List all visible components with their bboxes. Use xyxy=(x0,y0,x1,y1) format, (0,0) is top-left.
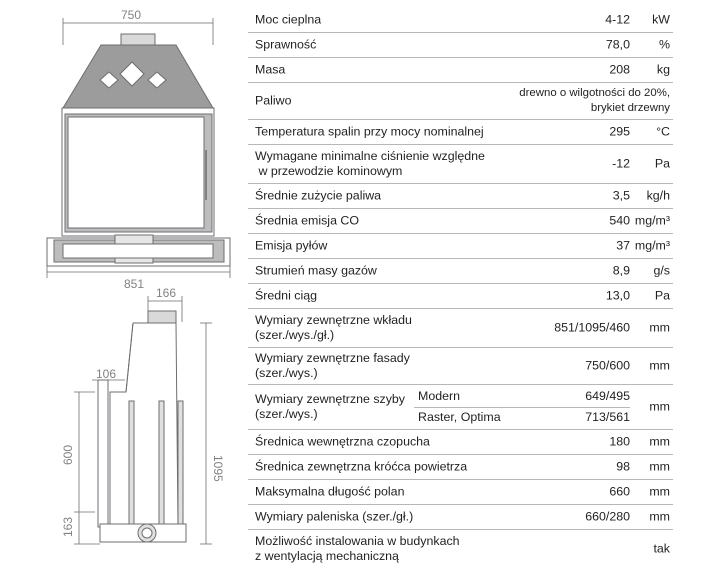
spec-label: Paliwo xyxy=(255,93,292,108)
spec-label: Maksymalna długość polan xyxy=(255,484,405,499)
dim-front-width: 750 xyxy=(121,8,142,22)
spec-subrow-value: 713/561 xyxy=(585,410,630,424)
spec-value: 660 xyxy=(609,484,630,499)
spec-value: 208 xyxy=(609,62,630,77)
spec-row-paleniska xyxy=(248,505,673,530)
spec-unit: g/s xyxy=(653,263,670,278)
spec-value: 3,5 xyxy=(612,188,630,203)
spec-value: 660/280 xyxy=(585,509,630,524)
spec-row-strumien xyxy=(248,259,673,284)
spec-label xyxy=(255,313,412,343)
spec-label: Masa xyxy=(255,62,286,77)
spec-value: 78,0 xyxy=(605,37,630,52)
spec-label xyxy=(255,351,410,381)
spec-label-line: Wymiary zewnętrzne fasady xyxy=(255,351,410,365)
spec-value-line: drewno o wilgotności do 20%, xyxy=(519,87,670,99)
spec-label-line: Wymiary zewnętrzne wkładu xyxy=(255,313,412,327)
spec-value: 13,0 xyxy=(605,288,630,303)
spec-label: Moc cieplna xyxy=(255,12,322,27)
spec-label: Średnie zużycie paliwa xyxy=(255,188,382,203)
spec-row-paliwo xyxy=(248,83,673,120)
spec-label-line: Możliwość instalowania w budynkach xyxy=(255,534,460,548)
spec-unit: Pa xyxy=(654,288,670,303)
spec-row-wymiary-szyby xyxy=(248,385,673,430)
spec-label: Temperatura spalin przy mocy nominalnej xyxy=(255,124,484,139)
spec-value: 851/1095/460 xyxy=(554,320,630,335)
spec-unit: °C xyxy=(656,124,670,139)
spec-label: Średnia emisja CO xyxy=(255,213,359,228)
spec-unit: mg/m³ xyxy=(634,238,670,253)
spec-subrow-name: Raster, Optima xyxy=(418,410,501,424)
spec-unit: kW xyxy=(652,12,670,27)
spec-row-masa xyxy=(248,58,673,83)
dim-side-depth: 166 xyxy=(156,286,177,300)
spec-unit: mm xyxy=(649,434,670,449)
spec-label: Sprawność xyxy=(255,37,317,52)
spec-label: Średni ciąg xyxy=(255,288,317,303)
spec-row-cisnienie xyxy=(248,145,673,184)
spec-unit: mm xyxy=(649,358,670,373)
spec-row-temperatura xyxy=(248,120,673,145)
spec-table xyxy=(248,8,673,568)
spec-unit: % xyxy=(658,37,670,52)
spec-subrow-value: 649/495 xyxy=(585,389,630,403)
spec-value xyxy=(519,86,670,116)
spec-label-line: (szer./wys./gł.) xyxy=(255,328,335,342)
dim-side-inner: 106 xyxy=(96,367,117,381)
spec-label-line: (szer./wys.) xyxy=(255,407,318,421)
spec-row-zuzycie xyxy=(248,184,673,209)
spec-row-wymiary-wkladu xyxy=(248,309,673,348)
spec-value: 180 xyxy=(609,434,630,449)
spec-unit: kg xyxy=(656,62,670,77)
dim-front-base-width: 851 xyxy=(124,277,145,291)
spec-unit: mm xyxy=(649,509,670,524)
spec-unit: Pa xyxy=(654,156,670,171)
spec-label-line: Wymagane minimalne ciśnienie względne xyxy=(255,149,485,163)
spec-label xyxy=(255,392,405,422)
spec-value: 98 xyxy=(616,459,630,474)
spec-value: 295 xyxy=(609,124,630,139)
spec-row-krociec xyxy=(248,455,673,480)
spec-label: Strumień masy gazów xyxy=(255,263,377,278)
spec-value: 750/600 xyxy=(585,358,630,373)
spec-unit: mm xyxy=(649,459,670,474)
spec-row-dlugosc-polan xyxy=(248,480,673,505)
spec-value: -12 xyxy=(612,156,630,171)
spec-unit: tak xyxy=(653,541,670,556)
spec-row-wymiary-fasady xyxy=(248,348,673,385)
spec-label: Wymiary paleniska (szer./gł.) xyxy=(255,509,414,524)
spec-subrow-name: Modern xyxy=(418,389,461,403)
spec-label-line: (szer./wys.) xyxy=(255,366,318,380)
spec-unit: mm xyxy=(649,399,670,414)
spec-row-emisja-pylow xyxy=(248,234,673,259)
spec-value: 8,9 xyxy=(612,263,630,278)
spec-row-czopuch xyxy=(248,430,673,455)
dim-side-height: 1095 xyxy=(211,455,225,482)
fireplace-drawings xyxy=(0,0,245,584)
spec-row-moc xyxy=(248,8,673,33)
spec-label xyxy=(255,149,485,179)
spec-subrow-divider xyxy=(414,407,630,408)
spec-label-line: Wymiary zewnętrzne szyby xyxy=(255,392,405,406)
spec-label: Emisja pyłów xyxy=(255,238,328,253)
spec-value-line: brykiet drzewny xyxy=(590,102,670,114)
spec-label: Średnica wewnętrzna czopucha xyxy=(255,434,430,449)
dim-side-base-height: 163 xyxy=(61,516,75,537)
spec-value: 540 xyxy=(609,213,630,228)
spec-row-emisja-co xyxy=(248,209,673,234)
spec-label: Średnica zewnętrzna króćca powietrza xyxy=(255,459,468,474)
spec-row-ciag xyxy=(248,284,673,309)
dim-side-window-height: 600 xyxy=(61,444,75,465)
spec-row-sprawnosc xyxy=(248,33,673,58)
spec-value: 37 xyxy=(616,238,630,253)
spec-unit: kg/h xyxy=(646,188,670,203)
spec-label xyxy=(255,534,460,564)
spec-label-line: z wentylacją mechaniczną xyxy=(255,549,399,563)
spec-value: 4-12 xyxy=(605,12,630,27)
spec-label-line: w przewodzie kominowym xyxy=(255,164,403,178)
spec-unit: mm xyxy=(649,484,670,499)
spec-row-wentylacja xyxy=(248,530,673,568)
spec-unit: mm xyxy=(649,320,670,335)
spec-unit: mg/m³ xyxy=(634,213,670,228)
